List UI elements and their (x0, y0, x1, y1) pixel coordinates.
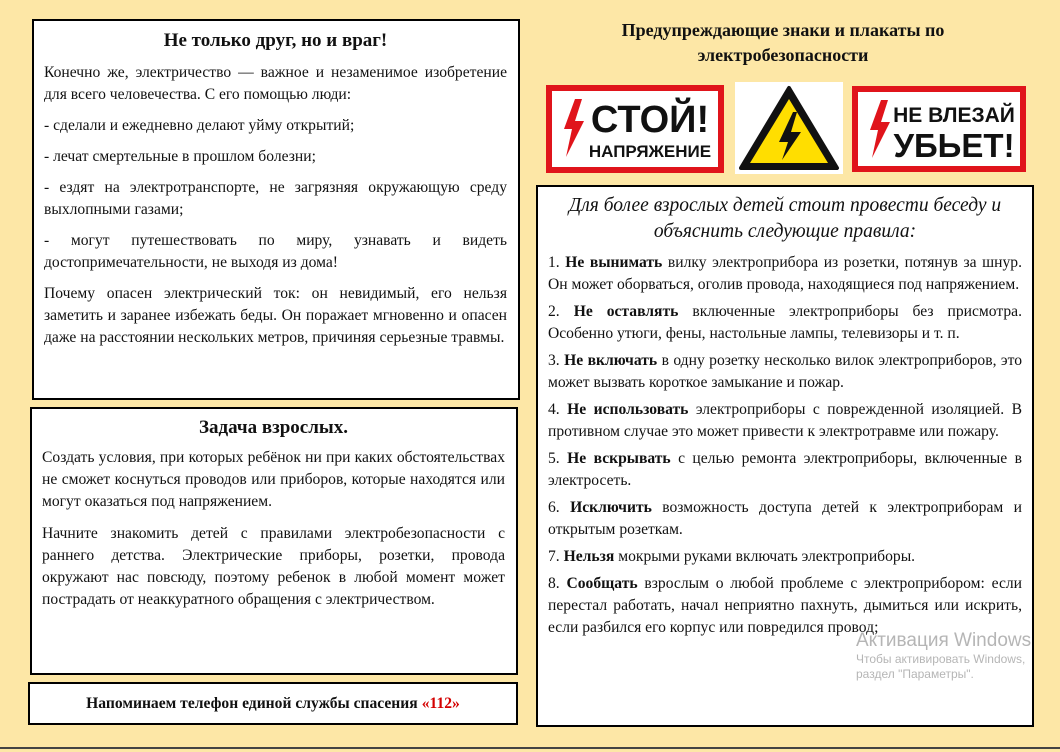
rule-item: 4. Не использовать электроприборы с поврежденной изоляцией. В противном случае это может привести к электротравме или пожару. (548, 401, 1022, 440)
paragraph: - лечат смертельные в прошлом болезни; (44, 148, 316, 165)
high-voltage-warning-sign (735, 82, 843, 174)
watermark-title: Активация Windows (856, 630, 1032, 651)
section-adults-task (30, 407, 518, 675)
watermark-hint: Чтобы активировать Windows, (856, 652, 1026, 666)
section-title: Задача взрослых. (199, 417, 348, 438)
rule-item: 1. Не вынимать вилку электроприбора из розетки, потянув за шнур. Он может оборваться, оголив провода, находящиеся под напряжением. (548, 254, 1022, 293)
section-title: Не только друг, но и враг! (163, 30, 388, 51)
do-not-climb-sign (852, 86, 1026, 172)
emergency-number: «112» (421, 694, 460, 712)
bottom-divider (0, 747, 1060, 749)
rule-item: 8. Сообщать взрослым о любой проблеме с электроприбором: если перестал работать, начал неприятно пахнуть, дымиться или искрить, если разбился его корпус или повредился провод; (548, 575, 1022, 636)
paragraph: Конечно же, электричество — важное и незаменимое изобретение для всего человечества. С его помощью люди: (44, 64, 507, 103)
reminder-text: Напоминаем телефон единой службы спасения (86, 694, 418, 712)
sign-text-do-not-climb: НЕ ВЛЕЗАЙ (893, 104, 1015, 127)
paragraph: - сделали и ежедневно делают уйму открытий; (44, 117, 355, 134)
stop-voltage-sign (546, 85, 724, 173)
watermark-hint: раздел "Параметры". (856, 667, 974, 681)
rule-item: 6. Исключить возможность доступа детей к электроприборам и открытым розеткам. (548, 499, 1022, 538)
rules-intro: Для более взрослых детей стоит провести беседу и объяснить следующие правила: (568, 195, 1002, 242)
rules-for-older-children (536, 185, 1034, 727)
paragraph: - могут путешествовать по миру, узнавать и видеть достопримечательности, не выходя из дома! (44, 232, 507, 271)
sign-text-kills: УБЬЕТ! (893, 127, 1015, 164)
paragraph: Начните знакомить детей с правилами электробезопасности с раннего детства. Электрические приборы, розетки, провода окружают нас повсюду, поэтому ребенок в любой момент может пострадать от неаккуратного обращения с электричеством. (42, 525, 505, 608)
rule-item: 3. Не включать в одну розетку несколько вилок электроприборов, это может вызвать короткое замыкание и пожар. (548, 352, 1022, 391)
section-friend-and-enemy (32, 19, 520, 400)
rule-item: 7. Нельзя мокрыми руками включать электроприборы. (548, 548, 916, 565)
paragraph: Создать условия, при которых ребёнок ни при каких обстоятельствах не сможет коснуться проводов или приборов, которые находятся или могут оказаться под напряжением. (42, 449, 505, 510)
sign-text-voltage: НАПРЯЖЕНИЕ (588, 142, 712, 161)
emergency-phone-reminder (28, 682, 518, 725)
paragraph: - ездят на электротранспорте, не загрязняя окружающую среду выхлопными газами; (44, 179, 507, 218)
signs-heading: Предупреждающие знаки и плакаты по электробезопасности (621, 20, 945, 65)
sign-text-stop: СТОЙ! (590, 99, 710, 141)
rule-item: 2. Не оставлять включенные электроприборы без присмотра. Особенно утюги, фены, настольные лампы, телевизоры и т. п. (548, 303, 1022, 342)
paragraph: Почему опасен электрический ток: он невидимый, его нельзя заметить и заранее избежать беды. Он поражает мгновенно и опасен даже на расстоянии нескольких метров, причиняя серьезные травмы. (44, 285, 507, 346)
rule-item: 5. Не вскрывать с целью ремонта электроприборы, включенные в электросеть. (548, 450, 1022, 489)
